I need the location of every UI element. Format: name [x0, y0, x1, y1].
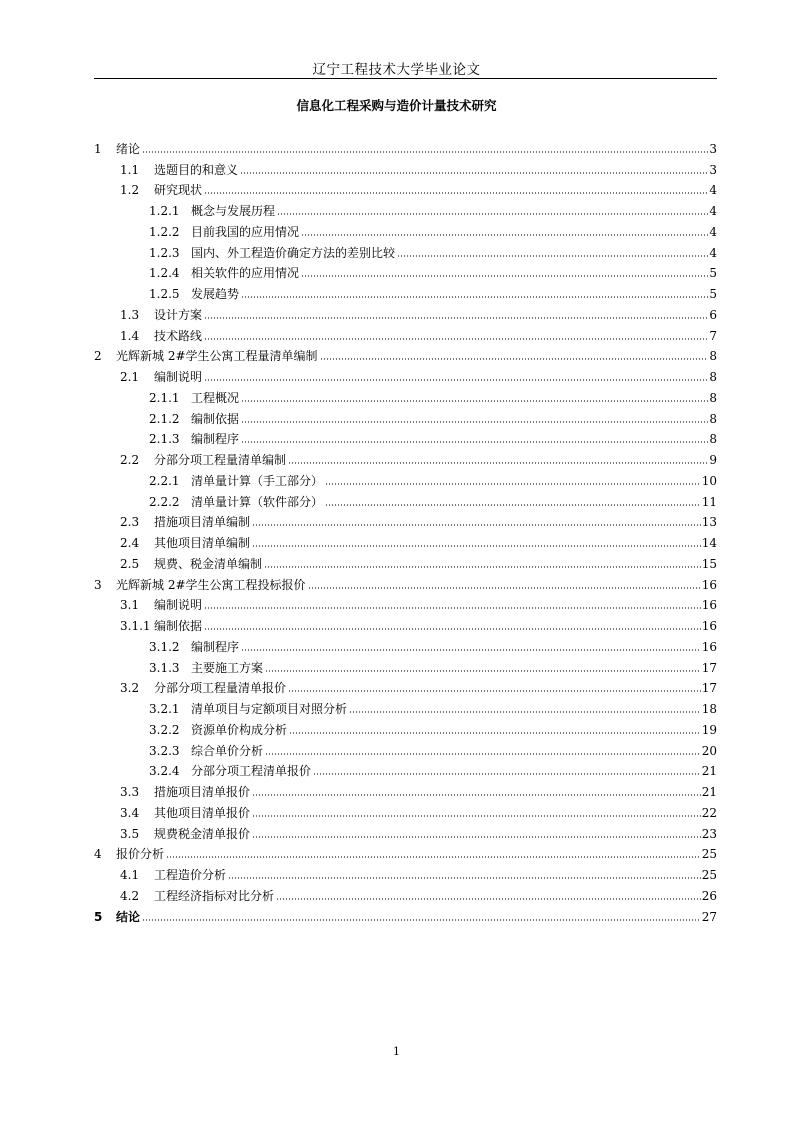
toc-entry-title: 其他项目清单编制 [154, 536, 251, 550]
toc-entry[interactable] [94, 218, 717, 239]
toc-entry-title: 清单量计算（软件部分） [191, 494, 324, 509]
toc-entry-page: 4 [709, 204, 717, 218]
toc-entry[interactable] [94, 301, 717, 322]
table-of-contents [94, 135, 717, 924]
toc-entry-number: 2.2 [120, 453, 140, 467]
toc-dot-leader [142, 151, 708, 153]
toc-entry-number: 1.2.5 [149, 287, 180, 301]
toc-entry[interactable] [94, 882, 717, 903]
toc-dot-leader [241, 296, 708, 298]
toc-entry-title: 分部分项工程清单报价 [191, 764, 312, 779]
toc-entry-title: 规费、税金清单编制 [154, 556, 263, 571]
toc-entry-number: 2.4 [120, 536, 140, 550]
toc-entry[interactable] [94, 343, 717, 364]
toc-entry-number: 1.2.3 [149, 245, 180, 260]
toc-entry-title: 研究现状 [154, 183, 203, 198]
toc-entry-page: 16 [701, 577, 717, 592]
toc-dot-leader [252, 815, 701, 817]
toc-entry-number: 4 [94, 847, 102, 862]
toc-dot-leader [277, 213, 708, 215]
toc-entry-number: 2.5 [120, 556, 140, 571]
toc-entry-page: 21 [701, 785, 717, 799]
toc-entry-number: 3.3 [120, 785, 140, 799]
toc-entry-title: 清单量计算（手工部分） [191, 473, 324, 488]
toc-entry-title: 编制说明 [154, 370, 203, 384]
toc-entry-page: 7 [709, 328, 717, 343]
toc-entry-number: 1.3 [120, 307, 140, 322]
toc-entry-page: 10 [701, 473, 717, 488]
toc-entry-page: 25 [701, 868, 717, 882]
toc-dot-leader [252, 524, 701, 526]
toc-dot-leader [241, 400, 708, 402]
toc-entry-title: 分部分项工程量清单编制 [154, 453, 287, 467]
toc-entry-title: 清单项目与定额项目对照分析 [191, 702, 348, 716]
toc-dot-leader [289, 732, 701, 734]
toc-dot-leader [142, 919, 701, 921]
toc-entry-number: 1.2.1 [149, 204, 180, 218]
toc-entry-number: 3.1.3 [149, 660, 180, 675]
toc-entry-page: 3 [709, 162, 717, 177]
toc-dot-leader [241, 649, 701, 651]
toc-entry[interactable] [94, 405, 717, 426]
toc-entry-number: 3.2.1 [149, 702, 180, 716]
toc-entry-number: 3.2 [120, 681, 140, 696]
toc-dot-leader [265, 753, 701, 755]
toc-entry-page: 20 [701, 743, 717, 758]
toc-entry-number: 1.2.2 [149, 224, 180, 239]
toc-entry-title: 主要施工方案 [191, 660, 264, 675]
toc-entry-page: 16 [701, 598, 717, 613]
toc-entry[interactable] [94, 446, 717, 467]
toc-dot-leader [349, 711, 701, 713]
toc-entry-title: 绪论 [116, 141, 141, 156]
running-header: 辽宁工程技术大学毕业论文 [312, 62, 481, 78]
toc-entry-number: 3.4 [120, 805, 140, 820]
toc-entry-number: 3.1.1 [120, 619, 151, 633]
toc-entry-page: 16 [701, 639, 717, 654]
toc-entry-title: 分部分项工程量清单报价 [154, 681, 287, 696]
toc-entry-title: 措施项目清单编制 [154, 515, 251, 530]
toc-entry-title: 设计方案 [154, 307, 203, 322]
toc-entry-page: 18 [701, 702, 717, 716]
toc-entry-page: 23 [701, 826, 717, 841]
toc-entry-title: 光辉新城 2#学生公寓工程量清单编制 [116, 349, 318, 364]
toc-entry[interactable] [94, 758, 717, 779]
toc-entry-number: 2.1 [120, 370, 140, 384]
toc-entry[interactable] [94, 509, 717, 530]
toc-entry-number: 1 [94, 141, 102, 156]
toc-entry-title: 技术路线 [154, 328, 203, 343]
toc-entry-number: 1.2.4 [149, 266, 180, 281]
toc-entry-page: 6 [709, 307, 717, 322]
toc-entry-title: 编制说明 [154, 598, 203, 613]
toc-entry[interactable] [94, 280, 717, 301]
toc-entry-page: 26 [701, 888, 717, 903]
toc-entry[interactable] [94, 529, 717, 550]
toc-entry[interactable] [94, 467, 717, 488]
toc-entry-title: 发展趋势 [191, 287, 240, 301]
toc-entry-title: 其他项目清单报价 [154, 805, 251, 820]
toc-entry-title: 概念与发展历程 [191, 204, 276, 218]
toc-entry-page: 19 [701, 722, 717, 737]
toc-dot-leader [313, 773, 701, 775]
toc-entry-number: 2.3 [120, 515, 140, 530]
toc-entry-page: 17 [701, 681, 717, 696]
toc-entry-page: 11 [701, 494, 717, 509]
toc-entry[interactable] [94, 654, 717, 675]
toc-dot-leader [204, 192, 708, 194]
toc-entry-page: 15 [701, 556, 717, 571]
toc-entry-page: 3 [709, 141, 717, 156]
toc-entry-title: 相关软件的应用情况 [191, 266, 300, 281]
toc-dot-leader [301, 275, 708, 277]
toc-entry-page: 4 [709, 224, 717, 239]
toc-entry-number: 3 [94, 577, 102, 592]
toc-dot-leader [204, 628, 701, 630]
toc-entry-number: 3.1.2 [149, 639, 180, 654]
toc-entry[interactable] [94, 156, 717, 177]
toc-dot-leader [288, 462, 708, 464]
toc-dot-leader [204, 607, 701, 609]
toc-entry-page: 4 [709, 245, 717, 260]
toc-entry-page: 16 [701, 619, 717, 633]
toc-entry[interactable] [94, 571, 717, 592]
toc-entry-page: 4 [709, 183, 717, 198]
toc-dot-leader [265, 670, 701, 672]
toc-entry-number: 3.2.2 [149, 722, 180, 737]
toc-entry-number: 3.1 [120, 598, 140, 613]
toc-dot-leader [204, 338, 708, 340]
toc-entry-title: 光辉新城 2#学生公寓工程投标报价 [116, 577, 306, 592]
toc-entry[interactable] [94, 737, 717, 758]
toc-entry-number: 2 [94, 349, 102, 364]
toc-entry-number: 3.2.3 [149, 743, 180, 758]
toc-entry[interactable] [94, 612, 717, 633]
toc-dot-leader [320, 358, 708, 360]
toc-entry-title: 编制程序 [191, 432, 240, 447]
toc-entry-number: 3.2.4 [149, 764, 180, 779]
toc-entry-page: 8 [709, 432, 717, 447]
page-number: 1 [393, 1045, 400, 1058]
toc-entry-number: 4.1 [120, 868, 140, 882]
toc-entry-number: 1.1 [120, 162, 140, 177]
toc-entry[interactable] [94, 716, 717, 737]
toc-entry-page: 17 [701, 660, 717, 675]
toc-entry-page: 21 [701, 764, 717, 779]
toc-dot-leader [308, 587, 701, 589]
toc-entry[interactable] [94, 177, 717, 198]
toc-dot-leader [228, 877, 701, 879]
toc-entry[interactable] [94, 778, 717, 799]
toc-entry[interactable] [94, 903, 717, 924]
toc-dot-leader [240, 172, 708, 174]
toc-entry[interactable] [94, 861, 717, 882]
toc-dot-leader [325, 483, 701, 485]
toc-dot-leader [204, 379, 708, 381]
toc-dot-leader [288, 690, 701, 692]
toc-entry-number: 1.2 [120, 183, 140, 198]
toc-entry-number: 5 [94, 909, 103, 924]
toc-entry-number: 2.1.3 [149, 432, 180, 447]
toc-entry[interactable] [94, 135, 717, 156]
toc-entry-number: 1.4 [120, 328, 140, 343]
toc-entry-title: 编制程序 [191, 639, 240, 654]
toc-entry-page: 22 [701, 805, 717, 820]
toc-entry[interactable] [94, 239, 717, 260]
toc-entry-page: 13 [701, 515, 717, 530]
toc-dot-leader [252, 545, 701, 547]
toc-entry[interactable] [94, 322, 717, 343]
toc-entry[interactable] [94, 820, 717, 841]
toc-entry-number: 2.1.2 [149, 411, 180, 426]
toc-entry-title: 结论 [116, 909, 141, 924]
toc-entry-page: 8 [709, 349, 717, 364]
toc-dot-leader [241, 421, 708, 423]
toc-entry-title: 工程概况 [191, 390, 240, 405]
toc-entry-page: 5 [709, 287, 717, 301]
toc-entry-title: 措施项目清单报价 [154, 785, 251, 799]
toc-entry[interactable] [94, 488, 717, 509]
toc-dot-leader [252, 794, 701, 796]
toc-entry-page: 8 [709, 390, 717, 405]
document-title: 信息化工程采购与造价计量技术研究 [296, 98, 497, 113]
toc-entry-page: 5 [709, 266, 717, 281]
toc-entry-title: 目前我国的应用情况 [191, 224, 300, 239]
toc-entry-title: 资源单价构成分析 [191, 722, 288, 737]
toc-entry-number: 3.5 [120, 826, 140, 841]
toc-entry[interactable] [94, 426, 717, 447]
toc-entry-page: 14 [701, 536, 717, 550]
toc-dot-leader [264, 566, 701, 568]
toc-entry-title: 编制依据 [191, 411, 240, 426]
toc-entry[interactable] [94, 841, 717, 862]
toc-entry[interactable] [94, 260, 717, 281]
toc-dot-leader [276, 898, 701, 900]
toc-entry-title: 工程经济指标对比分析 [154, 888, 275, 903]
toc-dot-leader [241, 441, 708, 443]
toc-entry[interactable] [94, 799, 717, 820]
toc-entry-page: 25 [701, 847, 717, 862]
toc-entry-title: 报价分析 [116, 847, 165, 862]
toc-entry-number: 2.2.2 [149, 494, 180, 509]
toc-entry-number: 2.2.1 [149, 473, 180, 488]
toc-entry[interactable] [94, 592, 717, 613]
toc-entry[interactable] [94, 633, 717, 654]
toc-entry-title: 工程造价分析 [154, 868, 227, 882]
toc-entry[interactable] [94, 384, 717, 405]
toc-entry-page: 27 [701, 909, 717, 924]
toc-entry-title: 国内、外工程造价确定方法的差别比较 [191, 245, 396, 260]
toc-entry-title: 综合单价分析 [191, 743, 264, 758]
toc-entry[interactable] [94, 675, 717, 696]
toc-dot-leader [397, 255, 708, 257]
toc-entry-number: 2.1.1 [149, 390, 180, 405]
toc-entry[interactable] [94, 695, 717, 716]
toc-dot-leader [301, 234, 708, 236]
toc-dot-leader [252, 836, 701, 838]
toc-entry-page: 8 [709, 370, 717, 384]
toc-dot-leader [325, 504, 701, 506]
toc-entry-page: 8 [709, 411, 717, 426]
toc-entry-title: 编制依据 [154, 619, 203, 633]
header-divider [94, 78, 717, 79]
toc-dot-leader [166, 856, 701, 858]
toc-entry-page: 9 [709, 453, 717, 467]
toc-entry-title: 选题目的和意义 [154, 162, 239, 177]
toc-entry[interactable] [94, 550, 717, 571]
toc-entry[interactable] [94, 363, 717, 384]
toc-entry-number: 4.2 [120, 888, 140, 903]
toc-entry-title: 规费税金清单报价 [154, 826, 251, 841]
toc-dot-leader [204, 317, 708, 319]
toc-entry[interactable] [94, 197, 717, 218]
